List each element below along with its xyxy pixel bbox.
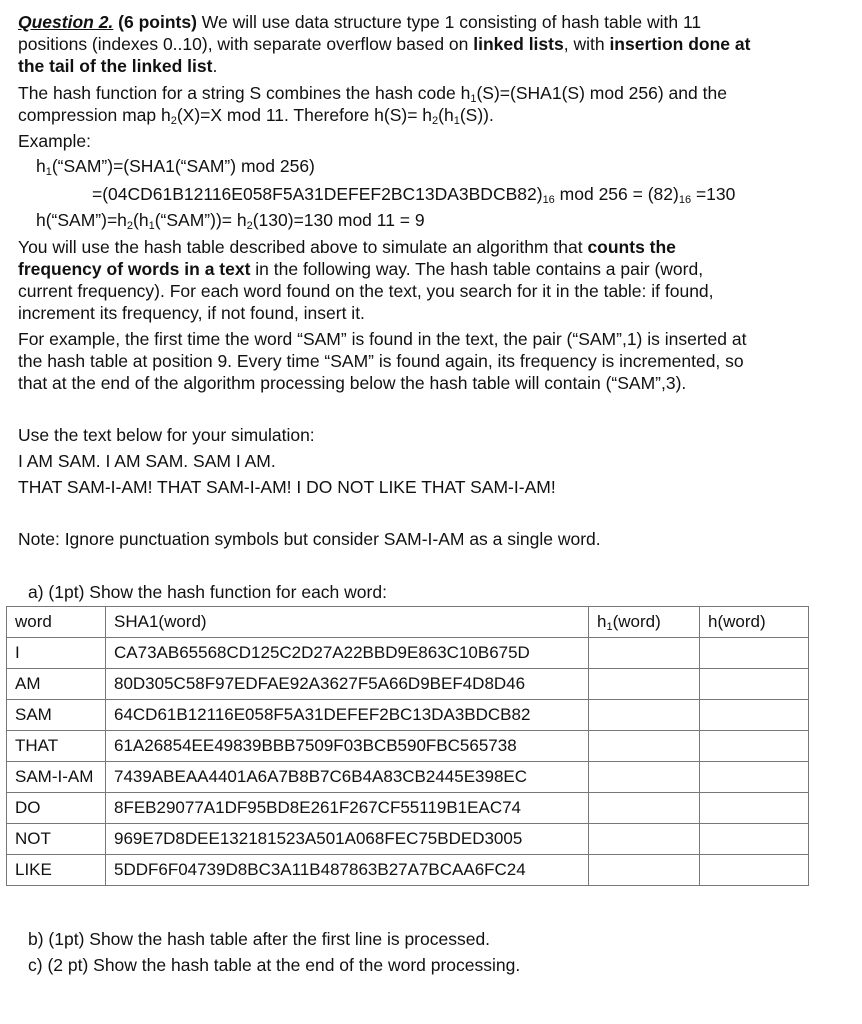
subscript: 2: [170, 115, 177, 127]
part-a: a) (1pt) Show the hash function for each word:: [28, 582, 387, 602]
cell-h-empty[interactable]: [700, 793, 809, 824]
subscript: 1: [148, 220, 155, 232]
cell-word: SAM: [7, 700, 106, 731]
cell-word: SAM-I-AM: [7, 762, 106, 793]
cell-h1-empty[interactable]: [589, 700, 700, 731]
cell-word: LIKE: [7, 855, 106, 886]
cell-word: THAT: [7, 731, 106, 762]
table-row: [7, 793, 809, 824]
cell-h1-empty[interactable]: [589, 855, 700, 886]
cell-word: I: [7, 638, 106, 669]
example-label: Example:: [18, 131, 91, 151]
question-bold-text: linked lists: [473, 34, 564, 54]
subscript: 1: [606, 621, 613, 633]
algo-line-5: For example, the first time the word “SAM” is found in the text, the pair (“SAM”,1) is inserted at: [18, 329, 747, 349]
hash-fn-text: (S)).: [459, 105, 494, 125]
cell-h-empty[interactable]: [700, 855, 809, 886]
cell-h1-empty[interactable]: [589, 793, 700, 824]
cell-h1-empty[interactable]: [589, 638, 700, 669]
question-bold-text: insertion done at: [609, 34, 751, 54]
header-sha1: SHA1(word): [106, 607, 589, 638]
note: Note: Ignore punctuation symbols but consider SAM-I-AM as a single word.: [18, 529, 601, 549]
cell-sha1: 61A26854EE49839BBB7509F03BCB590FBC565738: [106, 731, 589, 762]
cell-h-empty[interactable]: [700, 638, 809, 669]
question-line-2: [18, 33, 750, 55]
subscript: 1: [470, 93, 477, 105]
hash-fn-text: (S)=(SHA1(S) mod 256) and the: [476, 83, 727, 103]
cell-word: AM: [7, 669, 106, 700]
algo-line-7: that at the end of the algorithm processing below the hash table will contain (“SAM”,3).: [18, 373, 687, 393]
example-text: (h: [133, 210, 149, 230]
question-text: , with: [563, 34, 610, 54]
cell-sha1: 64CD61B12116E058F5A31DEFEF2BC13DA3BDCB82: [106, 700, 589, 731]
example-text: h(“SAM”)=h: [36, 210, 127, 230]
cell-sha1: 7439ABEAA4401A6A7B8B7C6B4A83CB2445E398EC: [106, 762, 589, 793]
algo-line-2: [18, 258, 703, 280]
table-header-row: [7, 607, 809, 638]
part-b: b) (1pt) Show the hash table after the first line is processed.: [28, 929, 491, 949]
algo-line-4: increment its frequency, if not found, insert it.: [18, 303, 365, 323]
table-row: [7, 855, 809, 886]
cell-sha1: 8FEB29077A1DF95BD8E261F267CF55119B1EAC74: [106, 793, 589, 824]
hash-fn-line-2: [18, 104, 494, 126]
cell-h-empty[interactable]: [700, 669, 809, 700]
example-text: mod 256 = (82): [554, 184, 679, 204]
cell-h-empty[interactable]: [700, 762, 809, 793]
example-text: h: [36, 156, 46, 176]
example-line-2: [92, 183, 735, 205]
cell-h-empty[interactable]: [700, 700, 809, 731]
question-label: Question 2.: [18, 12, 114, 32]
hash-fn-text: compression map h: [18, 105, 171, 125]
subscript: 2: [432, 115, 439, 127]
question-points: (6 points): [118, 12, 197, 32]
example-text: =(04CD61B12116E058F5A31DEFEF2BC13DA3BDCB82): [92, 184, 543, 204]
cell-sha1: 5DDF6F04739D8BC3A11B487863B27A7BCAA6FC24: [106, 855, 589, 886]
header-word: word: [7, 607, 106, 638]
table-row: [7, 731, 809, 762]
table-row: [7, 638, 809, 669]
subscript: 16: [542, 194, 555, 206]
cell-h-empty[interactable]: [700, 824, 809, 855]
hash-fn-line-1: [18, 82, 727, 104]
algo-line-1: [18, 236, 676, 258]
table-row: [7, 824, 809, 855]
cell-h1-empty[interactable]: [589, 824, 700, 855]
header-h1-text: (word): [612, 612, 661, 631]
question-text: .: [212, 56, 218, 76]
header-h1: [589, 607, 700, 638]
subscript: 1: [453, 115, 460, 127]
text-line-1: I AM SAM. I AM SAM. SAM I AM.: [18, 451, 276, 471]
header-h1-text: h: [597, 612, 607, 631]
cell-h1-empty[interactable]: [589, 669, 700, 700]
algo-bold-text: frequency of words in a text: [18, 259, 251, 279]
question-line-3: [18, 55, 217, 77]
algo-line-3: current frequency). For each word found on the text, you search for it in the table: if found,: [18, 281, 714, 301]
hash-fn-text: (h: [438, 105, 454, 125]
text-line-2: THAT SAM-I-AM! THAT SAM-I-AM! I DO NOT LIKE THAT SAM-I-AM!: [18, 477, 556, 497]
hash-fn-text: The hash function for a string S combines the hash code h: [18, 83, 471, 103]
algo-text: You will use the hash table described above to simulate an algorithm that: [18, 237, 588, 257]
table-row: [7, 762, 809, 793]
cell-word: DO: [7, 793, 106, 824]
cell-h-empty[interactable]: [700, 731, 809, 762]
cell-sha1: CA73AB65568CD125C2D27A22BBD9E863C10B675D: [106, 638, 589, 669]
question-line-1: [18, 11, 701, 33]
example-text: =130: [691, 184, 736, 204]
algo-text: in the following way. The hash table contains a pair (word,: [250, 259, 704, 279]
cell-h1-empty[interactable]: [589, 731, 700, 762]
header-h: h(word): [700, 607, 809, 638]
example-line-3: [36, 209, 425, 231]
question-bold-text: the tail of the linked list: [18, 56, 213, 76]
subscript: 1: [45, 166, 52, 178]
text-intro: Use the text below for your simulation:: [18, 425, 315, 445]
example-line-1: [36, 155, 315, 177]
example-text: (“SAM”)=(SHA1(“SAM”) mod 256): [51, 156, 315, 176]
subscript: 2: [126, 220, 134, 232]
cell-sha1: 80D305C58F97EDFAE92A3627F5A66D9BEF4D8D46: [106, 669, 589, 700]
algo-bold-text: counts the: [587, 237, 676, 257]
example-text: (“SAM”))= h: [154, 210, 247, 230]
table-row: [7, 669, 809, 700]
cell-word: NOT: [7, 824, 106, 855]
question-text: positions (indexes 0..10), with separate overflow based on: [18, 34, 474, 54]
hash-fn-text: (X)=X mod 11. Therefore h(S)= h: [176, 105, 433, 125]
example-text: (130)=130 mod 11 = 9: [252, 210, 425, 230]
cell-h1-empty[interactable]: [589, 762, 700, 793]
subscript: 16: [678, 194, 692, 206]
cell-sha1: 969E7D8DEE132181523A501A068FEC75BDED3005: [106, 824, 589, 855]
hash-table: [6, 606, 809, 886]
algo-line-6: the hash table at position 9. Every time “SAM” is found again, its frequency is incremented, so: [18, 351, 744, 371]
subscript: 2: [246, 220, 253, 232]
table-row: [7, 700, 809, 731]
question-text: We will use data structure type 1 consisting of hash table with 11: [196, 12, 702, 32]
part-c: c) (2 pt) Show the hash table at the end of the word processing.: [28, 955, 521, 975]
